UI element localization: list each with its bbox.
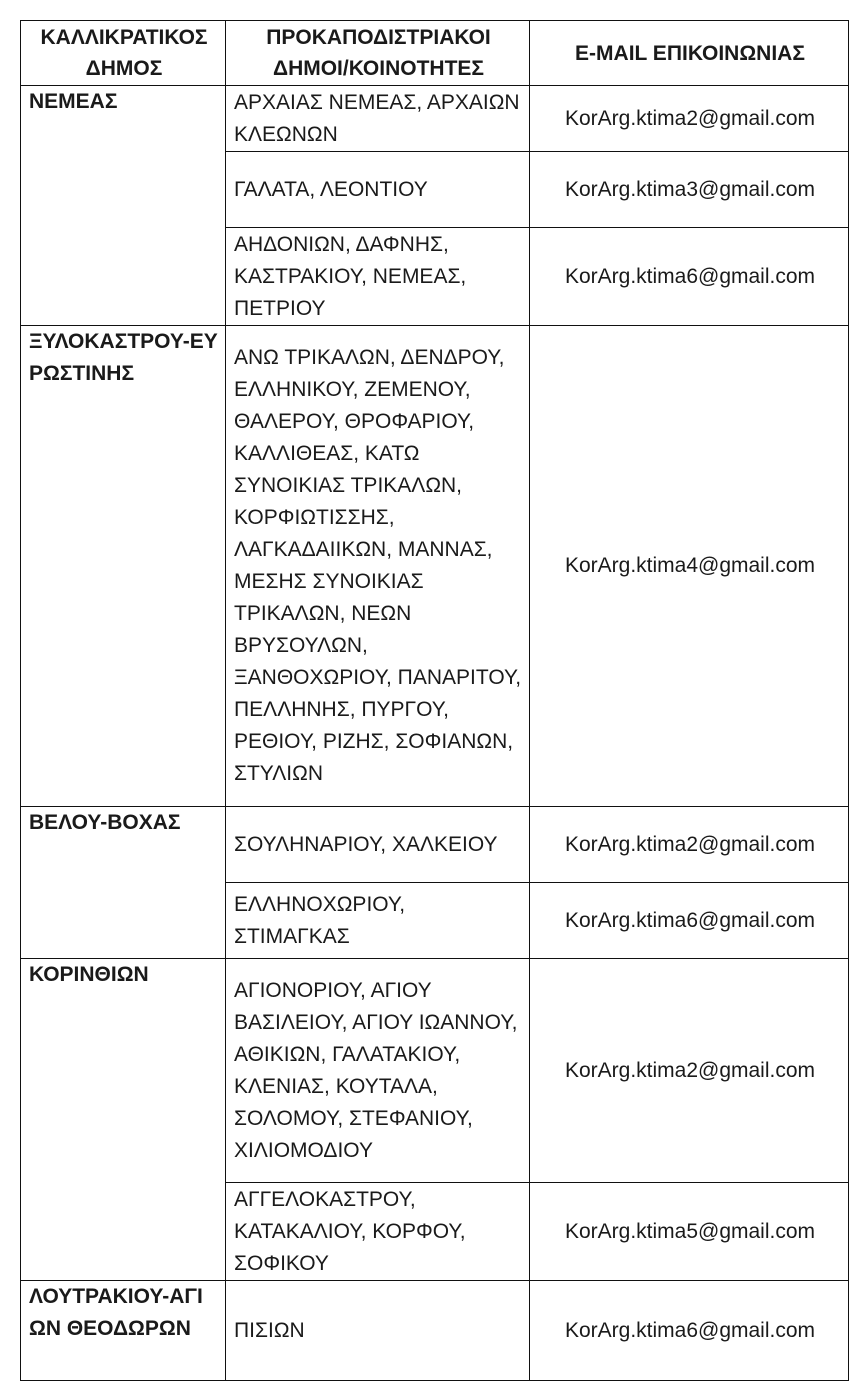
email-cell: KorArg.ktima2@gmail.com [530,959,849,1183]
communities-cell: ΑΓΙΟΝΟΡΙΟΥ, ΑΓΙΟΥ ΒΑΣΙΛΕΙΟΥ, ΑΓΙΟΥ ΙΩΑΝΝΟΥ, ΑΘΙΚΙΩΝ, ΓΑΛΑΤΑΚΙΟΥ, ΚΛΕΝΙΑΣ, ΚΟΥΤΑΛΑ, ΣΟΛΟΜΟΥ, ΣΤΕΦΑΝΙΟΥ, ΧΙΛΙΟΜΟΔΙΟΥ [226,959,530,1183]
table-row [21,326,849,807]
communities-cell: ΑΓΓΕΛΟΚΑΣΤΡΟΥ, ΚΑΤΑΚΑΛΙΟΥ, ΚΟΡΦΟΥ, ΣΟΦΙΚΟΥ [226,1183,530,1281]
municipality-cell: ΞΥΛΟΚΑΣΤΡΟΥ-ΕΥΡΩΣΤΙΝΗΣ [21,326,226,807]
municipality-cell: ΚΟΡΙΝΘΙΩΝ [21,959,226,1281]
header-communities: ΠΡΟΚΑΠΟΔΙΣΤΡΙΑΚΟΙ ΔΗΜΟΙ/ΚΟΙΝΟΤΗΤΕΣ [226,21,530,86]
communities-cell: ΑΝΩ ΤΡΙΚΑΛΩΝ, ΔΕΝΔΡΟΥ, ΕΛΛΗΝΙΚΟΥ, ΖΕΜΕΝΟΥ, ΘΑΛΕΡΟΥ, ΘΡΟΦΑΡΙΟΥ, ΚΑΛΛΙΘΕΑΣ, ΚΑΤΩ ΣΥΝΟΙΚΙΑΣ ΤΡΙΚΑΛΩΝ, ΚΟΡΦΙΩΤΙΣΣΗΣ, ΛΑΓΚΑΔΑΙΙΚΩΝ, ΜΑΝΝΑΣ, ΜΕΣΗΣ ΣΥΝΟΙΚΙΑΣ ΤΡΙΚΑΛΩΝ, ΝΕΩΝ ΒΡΥΣΟΥΛΩΝ, ΞΑΝΘΟΧΩΡΙΟΥ, ΠΑΝΑΡΙΤΟΥ, ΠΕΛΛΗΝΗΣ, ΠΥΡΓΟΥ, ΡΕΘΙΟΥ, ΡΙΖΗΣ, ΣΟΦΙΑΝΩΝ, ΣΤΥΛΙΩΝ [226,326,530,807]
contacts-table [20,20,849,1381]
header-row [21,21,849,86]
communities-cell: ΓΑΛΑΤΑ, ΛΕΟΝΤΙΟΥ [226,152,530,228]
communities-cell: ΠΙΣΙΩΝ [226,1281,530,1381]
email-cell: KorArg.ktima2@gmail.com [530,807,849,883]
email-cell: KorArg.ktima6@gmail.com [530,883,849,959]
communities-cell: ΑΡΧΑΙΑΣ ΝΕΜΕΑΣ, ΑΡΧΑΙΩΝ ΚΛΕΩΝΩΝ [226,86,530,152]
email-cell: KorArg.ktima3@gmail.com [530,152,849,228]
communities-cell: ΑΗΔΟΝΙΩΝ, ΔΑΦΝΗΣ, ΚΑΣΤΡΑΚΙΟΥ, ΝΕΜΕΑΣ, ΠΕΤΡΙΟΥ [226,228,530,326]
email-cell: KorArg.ktima5@gmail.com [530,1183,849,1281]
communities-cell: ΣΟΥΛΗΝΑΡΙΟΥ, ΧΑΛΚΕΙΟΥ [226,807,530,883]
municipality-cell: ΝΕΜΕΑΣ [21,86,226,326]
header-municipality: ΚΑΛΛΙΚΡΑΤΙΚΟΣ ΔΗΜΟΣ [21,21,226,86]
email-cell: KorArg.ktima2@gmail.com [530,86,849,152]
table-row [21,1281,849,1381]
table-row [21,959,849,1183]
municipality-cell: ΒΕΛΟΥ-ΒΟΧΑΣ [21,807,226,959]
email-cell: KorArg.ktima6@gmail.com [530,228,849,326]
table-row [21,807,849,883]
header-email: E-MAIL ΕΠΙΚΟΙΝΩΝΙΑΣ [530,21,849,86]
municipality-cell: ΛΟΥΤΡΑΚΙΟΥ-ΑΓΙΩΝ ΘΕΟΔΩΡΩΝ [21,1281,226,1381]
table-row [21,86,849,152]
communities-cell: ΕΛΛΗΝΟΧΩΡΙΟΥ, ΣΤΙΜΑΓΚΑΣ [226,883,530,959]
email-cell: KorArg.ktima4@gmail.com [530,326,849,807]
email-cell: KorArg.ktima6@gmail.com [530,1281,849,1381]
